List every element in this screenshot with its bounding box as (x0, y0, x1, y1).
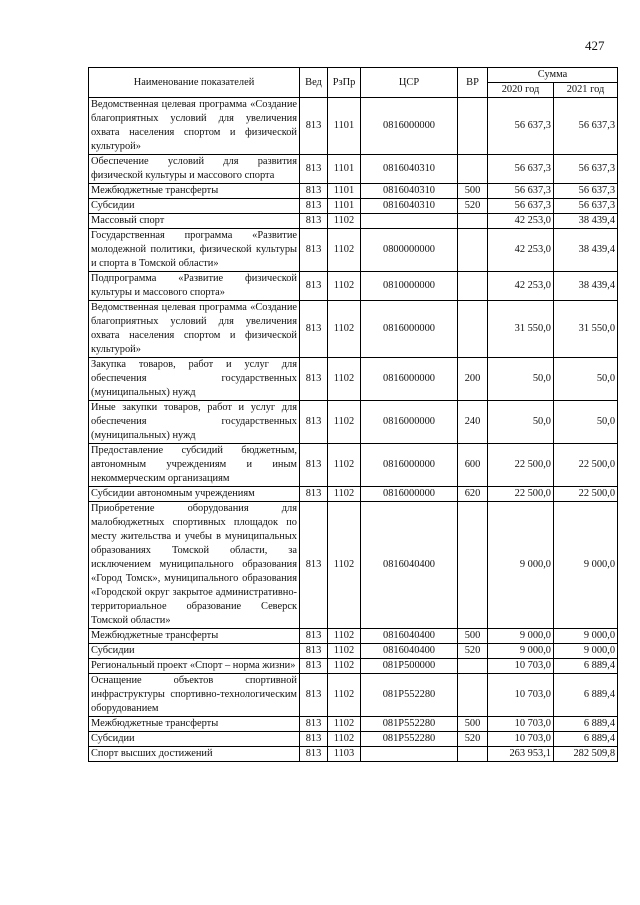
row-name: Субсидии (89, 199, 300, 214)
row-ved: 813 (300, 644, 328, 659)
row-vr: 520 (458, 732, 488, 747)
row-ved: 813 (300, 401, 328, 444)
row-csr: 081P552280 (361, 732, 458, 747)
row-rzpr: 1102 (328, 717, 361, 732)
row-csr: 0816040400 (361, 644, 458, 659)
row-name: Спорт высших достижений (89, 747, 300, 762)
row-name: Субсидии (89, 644, 300, 659)
row-vr: 240 (458, 401, 488, 444)
row-2020: 22 500,0 (488, 444, 554, 487)
row-2021: 56 637,3 (554, 155, 618, 184)
row-vr (458, 747, 488, 762)
header-ved: Вед (300, 68, 328, 98)
budget-table (88, 67, 618, 762)
row-rzpr: 1102 (328, 629, 361, 644)
table-row (89, 644, 618, 659)
row-2020: 22 500,0 (488, 487, 554, 502)
row-rzpr: 1102 (328, 644, 361, 659)
row-2021: 22 500,0 (554, 487, 618, 502)
row-2020: 31 550,0 (488, 301, 554, 358)
row-name: Ведомственная целевая программа «Создание благоприятных условий для увеличения охвата населения спортом и физической культурой» (89, 301, 300, 358)
row-csr: 0816000000 (361, 444, 458, 487)
table-row (89, 155, 618, 184)
row-rzpr: 1102 (328, 301, 361, 358)
row-ved: 813 (300, 674, 328, 717)
row-2020: 10 703,0 (488, 674, 554, 717)
header-year-2020: 2020 год (488, 83, 554, 98)
row-2020: 9 000,0 (488, 644, 554, 659)
row-ved: 813 (300, 502, 328, 629)
row-vr: 520 (458, 199, 488, 214)
row-rzpr: 1102 (328, 674, 361, 717)
table-row (89, 717, 618, 732)
table-row (89, 199, 618, 214)
row-vr (458, 155, 488, 184)
row-csr: 0816000000 (361, 401, 458, 444)
row-ved: 813 (300, 659, 328, 674)
row-name: Субсидии автономным учреждениям (89, 487, 300, 502)
row-ved: 813 (300, 199, 328, 214)
row-2021: 22 500,0 (554, 444, 618, 487)
row-csr (361, 747, 458, 762)
row-ved: 813 (300, 444, 328, 487)
row-2020: 56 637,3 (488, 199, 554, 214)
row-csr: 0816000000 (361, 358, 458, 401)
row-name: Подпрограмма «Развитие физической культуры и массового спорта» (89, 272, 300, 301)
row-ved: 813 (300, 184, 328, 199)
row-vr (458, 502, 488, 629)
row-rzpr: 1102 (328, 401, 361, 444)
row-ved: 813 (300, 717, 328, 732)
row-vr: 600 (458, 444, 488, 487)
row-2020: 50,0 (488, 401, 554, 444)
table-row (89, 401, 618, 444)
row-vr: 500 (458, 184, 488, 199)
table-body (89, 98, 618, 762)
row-2021: 6 889,4 (554, 659, 618, 674)
row-csr: 0810000000 (361, 272, 458, 301)
row-rzpr: 1102 (328, 272, 361, 301)
row-csr: 0816040310 (361, 199, 458, 214)
row-2021: 50,0 (554, 401, 618, 444)
row-csr: 0800000000 (361, 229, 458, 272)
header-csr: ЦСР (361, 68, 458, 98)
row-rzpr: 1102 (328, 502, 361, 629)
page-number: 427 (585, 38, 605, 53)
row-vr: 500 (458, 717, 488, 732)
row-2021: 56 637,3 (554, 199, 618, 214)
row-rzpr: 1102 (328, 444, 361, 487)
row-ved: 813 (300, 155, 328, 184)
row-2020: 56 637,3 (488, 98, 554, 155)
row-rzpr: 1102 (328, 214, 361, 229)
table-row (89, 229, 618, 272)
row-2021: 9 000,0 (554, 502, 618, 629)
row-2020: 10 703,0 (488, 732, 554, 747)
row-name: Субсидии (89, 732, 300, 747)
row-rzpr: 1102 (328, 732, 361, 747)
row-2020: 42 253,0 (488, 272, 554, 301)
row-csr: 0816000000 (361, 98, 458, 155)
header-rzpr: РзПр (328, 68, 361, 98)
row-csr: 0816040310 (361, 184, 458, 199)
row-ved: 813 (300, 98, 328, 155)
row-2020: 10 703,0 (488, 659, 554, 674)
row-rzpr: 1103 (328, 747, 361, 762)
header-year-2021: 2021 год (554, 83, 618, 98)
row-name: Межбюджетные трансферты (89, 629, 300, 644)
table-row (89, 732, 618, 747)
row-vr (458, 98, 488, 155)
row-name: Региональный проект «Спорт – норма жизни» (89, 659, 300, 674)
row-rzpr: 1102 (328, 659, 361, 674)
row-name: Приобретение оборудования для малобюджетных спортивных площадок по месту жительства и учебы в муниципальных образованиях Томской области, за исключением муниципального образования «Город Томск», муниципального образования «Городской округ закрытое административно-территориальное образование Северск Томской области» (89, 502, 300, 629)
row-csr: 0816000000 (361, 487, 458, 502)
table-row (89, 629, 618, 644)
row-rzpr: 1102 (328, 487, 361, 502)
table-row (89, 301, 618, 358)
row-rzpr: 1101 (328, 184, 361, 199)
table-header (89, 68, 618, 98)
row-csr: 081P552280 (361, 674, 458, 717)
row-2021: 282 509,8 (554, 747, 618, 762)
header-vr: ВР (458, 68, 488, 98)
row-csr: 081P500000 (361, 659, 458, 674)
row-2021: 56 637,3 (554, 184, 618, 199)
row-vr (458, 272, 488, 301)
row-ved: 813 (300, 747, 328, 762)
row-name: Межбюджетные трансферты (89, 717, 300, 732)
table-row (89, 184, 618, 199)
table-row (89, 444, 618, 487)
row-vr (458, 229, 488, 272)
table-row (89, 659, 618, 674)
row-ved: 813 (300, 358, 328, 401)
row-2020: 263 953,1 (488, 747, 554, 762)
row-2021: 9 000,0 (554, 644, 618, 659)
row-ved: 813 (300, 272, 328, 301)
header-sum: Сумма (488, 68, 618, 83)
row-name: Закупка товаров, работ и услуг для обеспечения государственных (муниципальных) нужд (89, 358, 300, 401)
row-rzpr: 1102 (328, 358, 361, 401)
row-ved: 813 (300, 301, 328, 358)
row-2021: 6 889,4 (554, 717, 618, 732)
row-ved: 813 (300, 629, 328, 644)
row-ved: 813 (300, 487, 328, 502)
row-2020: 42 253,0 (488, 214, 554, 229)
row-csr: 0816000000 (361, 301, 458, 358)
table-row (89, 747, 618, 762)
row-2020: 56 637,3 (488, 155, 554, 184)
row-name: Обеспечение условий для развития физической культуры и массового спорта (89, 155, 300, 184)
row-name: Иные закупки товаров, работ и услуг для обеспечения государственных (муниципальных) нужд (89, 401, 300, 444)
row-2020: 10 703,0 (488, 717, 554, 732)
row-2020: 9 000,0 (488, 502, 554, 629)
header-name: Наименование показателей (89, 68, 300, 98)
row-name: Ведомственная целевая программа «Создание благоприятных условий для увеличения охвата населения спортом и физической культурой» (89, 98, 300, 155)
row-vr (458, 659, 488, 674)
row-csr: 081P552280 (361, 717, 458, 732)
row-vr: 620 (458, 487, 488, 502)
row-2021: 38 439,4 (554, 214, 618, 229)
row-vr (458, 214, 488, 229)
row-vr: 520 (458, 644, 488, 659)
row-2020: 50,0 (488, 358, 554, 401)
row-2021: 9 000,0 (554, 629, 618, 644)
table-row (89, 98, 618, 155)
row-2021: 50,0 (554, 358, 618, 401)
row-name: Межбюджетные трансферты (89, 184, 300, 199)
row-vr (458, 674, 488, 717)
row-rzpr: 1101 (328, 155, 361, 184)
row-2021: 6 889,4 (554, 674, 618, 717)
row-2021: 31 550,0 (554, 301, 618, 358)
row-2021: 56 637,3 (554, 98, 618, 155)
row-ved: 813 (300, 732, 328, 747)
row-name: Массовый спорт (89, 214, 300, 229)
table-row (89, 214, 618, 229)
row-ved: 813 (300, 214, 328, 229)
row-name: Оснащение объектов спортивной инфраструктуры спортивно-технологическим оборудованием (89, 674, 300, 717)
table-row (89, 502, 618, 629)
row-2021: 6 889,4 (554, 732, 618, 747)
table-row (89, 674, 618, 717)
row-vr: 200 (458, 358, 488, 401)
row-csr (361, 214, 458, 229)
table-row (89, 487, 618, 502)
row-2021: 38 439,4 (554, 272, 618, 301)
row-2021: 38 439,4 (554, 229, 618, 272)
row-ved: 813 (300, 229, 328, 272)
row-csr: 0816040310 (361, 155, 458, 184)
table-row (89, 272, 618, 301)
row-rzpr: 1101 (328, 98, 361, 155)
row-2020: 9 000,0 (488, 629, 554, 644)
row-name: Предоставление субсидий бюджетным, автономным учреждениям и иным некоммерческим организациям (89, 444, 300, 487)
row-2020: 56 637,3 (488, 184, 554, 199)
row-rzpr: 1102 (328, 229, 361, 272)
row-csr: 0816040400 (361, 629, 458, 644)
table-row (89, 358, 618, 401)
row-name: Государственная программа «Развитие молодежной политики, физической культуры и спорта в Томской области» (89, 229, 300, 272)
row-csr: 0816040400 (361, 502, 458, 629)
row-2020: 42 253,0 (488, 229, 554, 272)
row-rzpr: 1101 (328, 199, 361, 214)
row-vr: 500 (458, 629, 488, 644)
row-vr (458, 301, 488, 358)
